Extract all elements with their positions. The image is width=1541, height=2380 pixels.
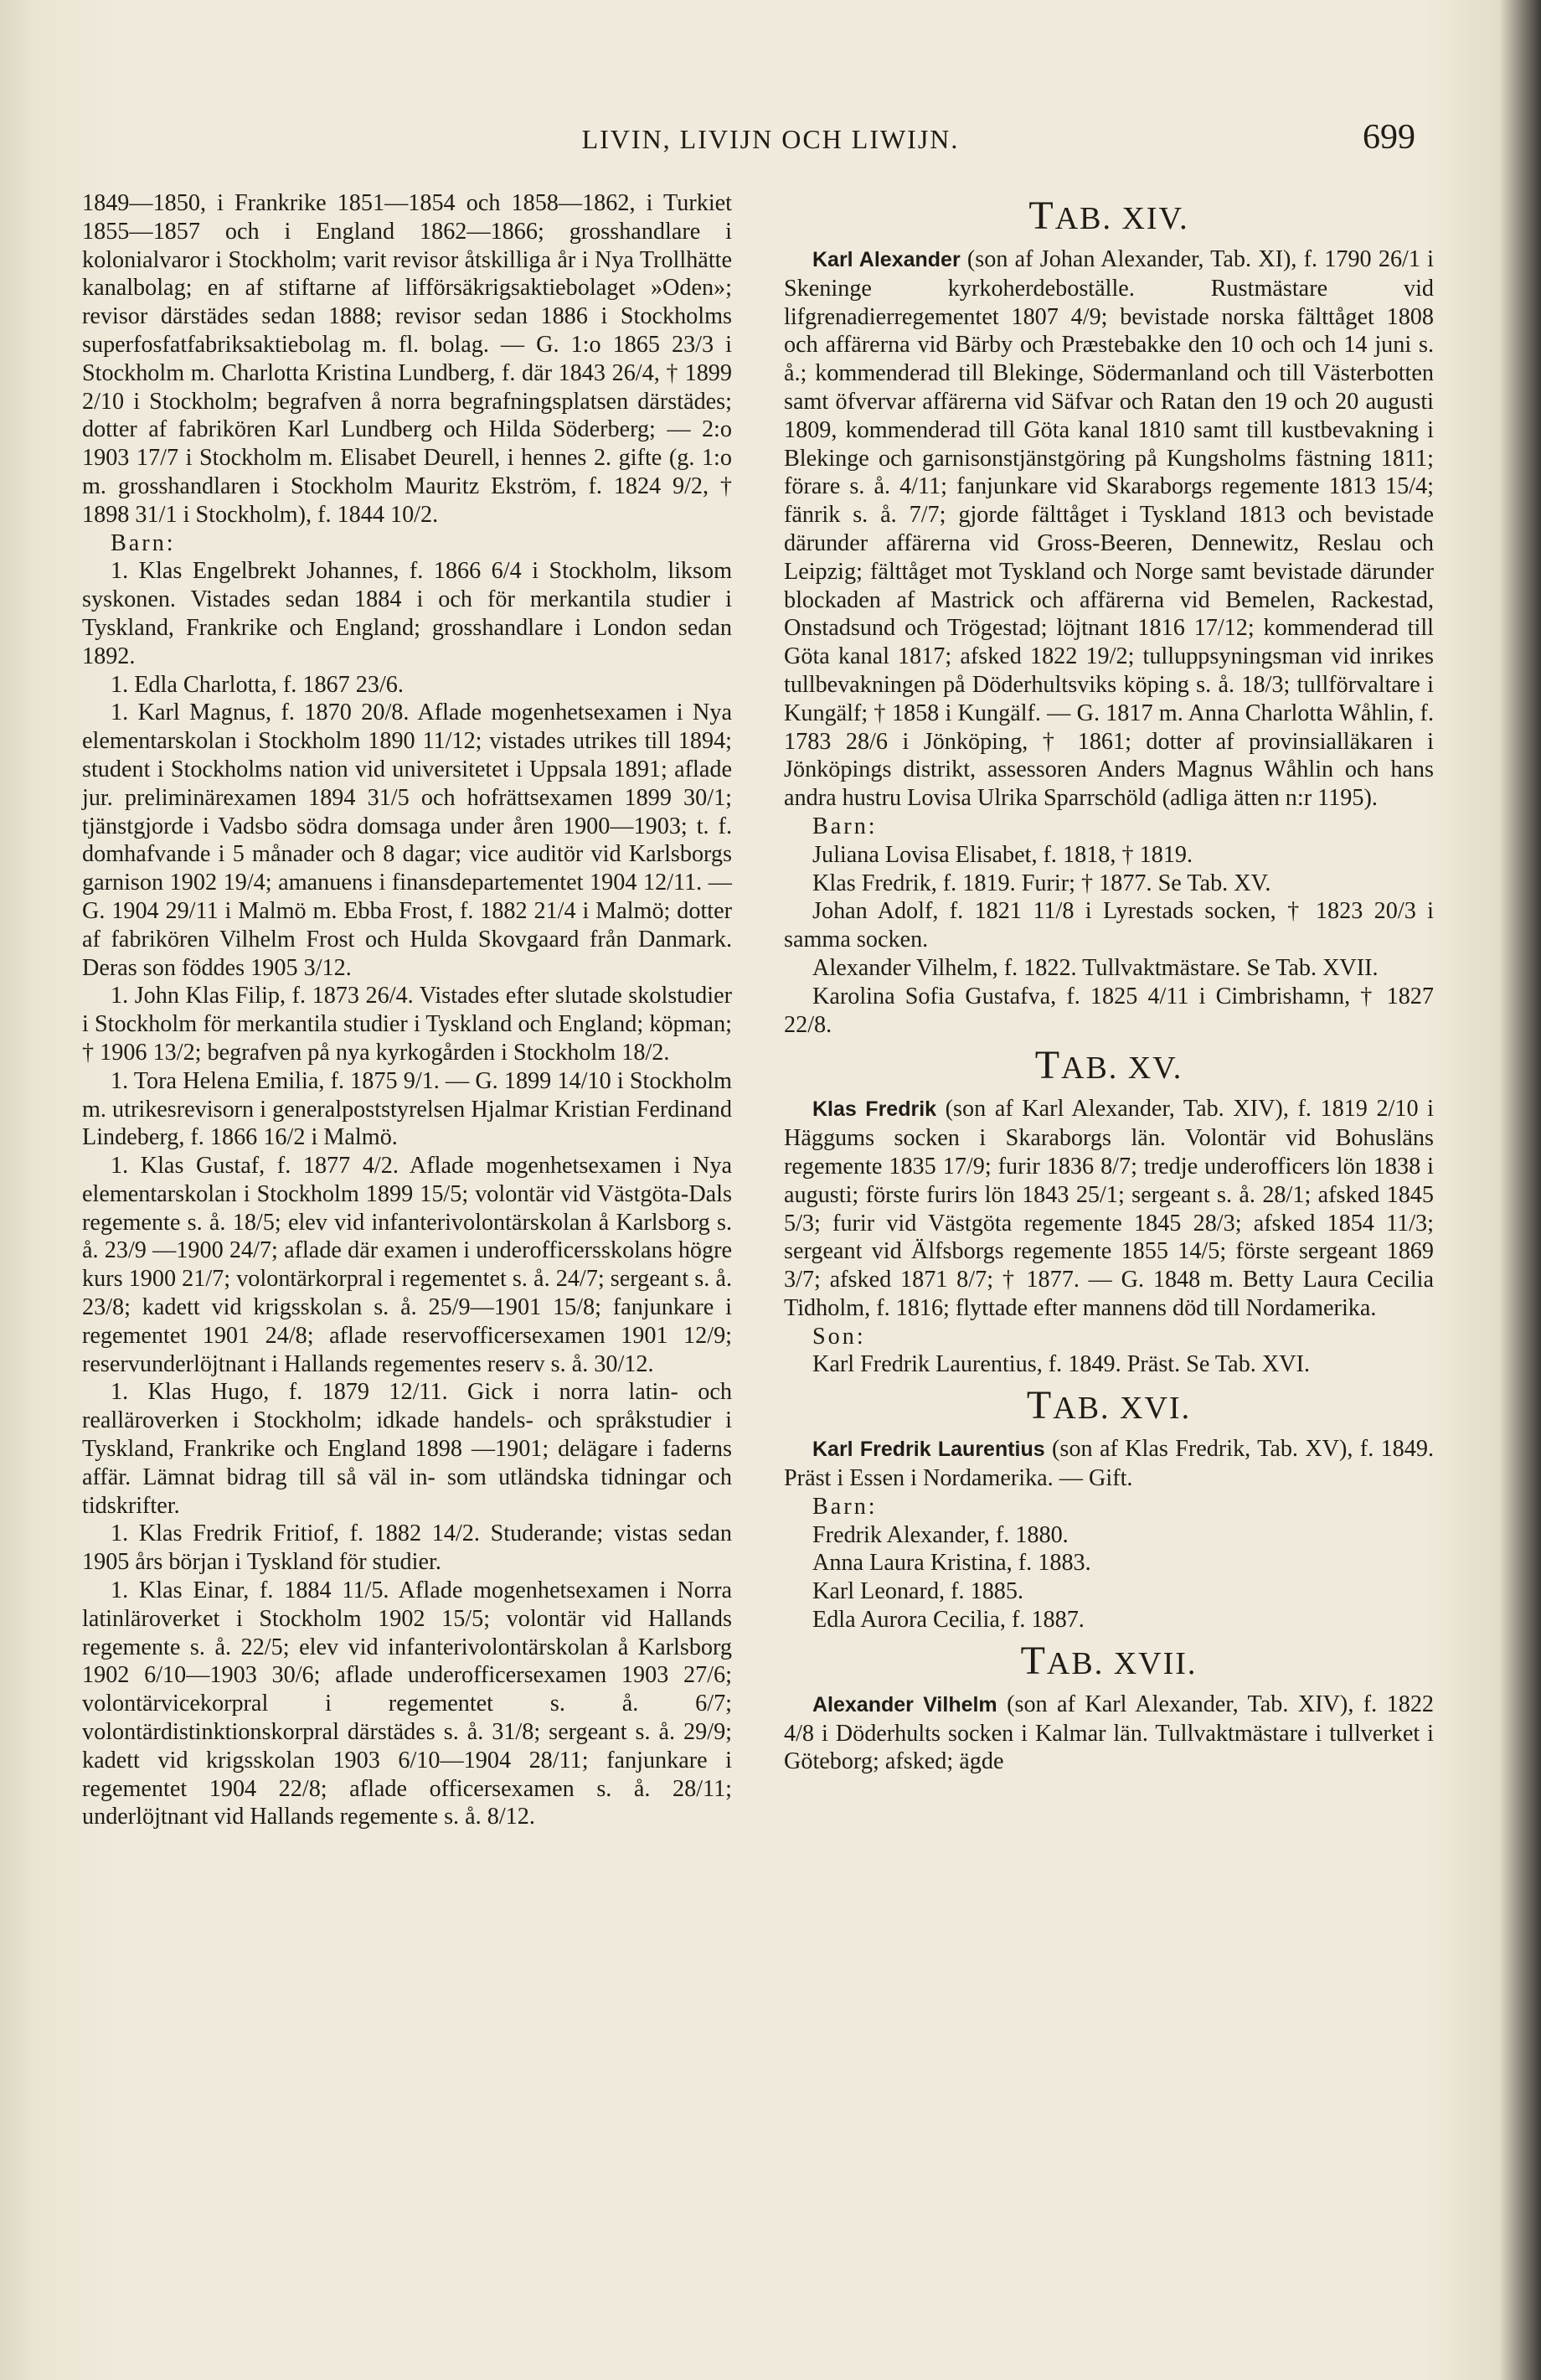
child-entry: Karl Leonard, f. 1885. (812, 1578, 1024, 1605)
child-entry: 1. Tora Helena Emilia, f. 1875 9/1. — G. 1899 14/10 i Stockholm m. utrikesrevisorn i generalpoststyrelsen Hjalmar Kristian Ferdinand Lindeberg, f. 1866 16/2 i Malmö. (82, 1067, 732, 1151)
tab-heading: TAB. XVI. (1026, 1383, 1192, 1428)
intro-paragraph: 1849—1850, i Frankrike 1851—1854 och 1858—1862, i Turkiet 1855—1857 och i England 1862—1866; grosshandlare i kolonialvaror i Stockholm; varit revisor åtskilliga år i Nya Trollhätte kanalbolag; en af stiftarne af lifförsäkrigsaktiebolaget »Oden»; revisor därstädes sedan 1888; revisor sedan 1886 i Stockholms superfosfatfabriksaktiebolag m. fl. bolag. — G. 1:o 1865 23/3 i Stockholm m. Charlotta Kristina Lundberg, f. där 1843 26/4, † 1899 2/10 i Stockholm; begrafven å norra begrafningsplatsen därstädes; dotter af fabrikören Karl Lundberg och Hilda Söderberg; — 2:o 1903 17/7 i Stockholm m. Elisabet Deurell, i hennes 2. gifte (g. 1:o m. grosshandlaren i Stockholm Mauritz Ekström, f. 1824 9/2, † 1898 31/1 i Stockholm), f. 1844 10/2. (82, 190, 732, 528)
tab-heading: TAB. XIV. (1028, 194, 1189, 238)
child-entry: Fredrik Alexander, f. 1880. (812, 1521, 1069, 1548)
child-entry: Klas Fredrik, f. 1819. Furir; † 1877. Se Tab. XV. (812, 870, 1271, 896)
child-entry: Anna Laura Kristina, f. 1883. (812, 1550, 1091, 1577)
child-entry: 1. Karl Magnus, f. 1870 20/8. Aflade mogenhetsexamen i Nya elementarskolan i Stockholm 1890 11/12; vistades utrikes till 1894; student i Stockholms nation vid universitetet i Uppsala 1891; aflade jur. preliminärexamen 1894 31/5 och hofrättsexamen 1899 30/1; tjänstgjorde i Vadsbo södra domsaga under åren 1900—1903; t. f. domhafvande i 5 månader och 8 dagar; vice auditör vid Karlsborgs garnison 1902 19/4; amanuens i finansdepartementet 1904 12/11. — G. 1904 29/11 i Malmö m. Ebba Frost, f. 1882 21/4 i Malmö; dotter af fabrikören Vilhelm Frost och Hulda Skovgaard från Danmark. Deras son föddes 1905 3/12. (82, 700, 732, 981)
child-entry: 1. Klas Gustaf, f. 1877 4/2. Aflade mogenhetsexamen i Nya elementarskolan i Stockholm 1899 15/5; volontär vid Västgöta-Dals regemente s. å. 18/5; elev vid infanterivolontärskolan å Karlsborg s. å. 23/9 —1900 24/7; aflade där examen i underofficersskolans högre kurs 1900 21/7; volontärkorpral i regementet s. å. 24/7; sergeant s. å. 23/8; kadett vid krigsskolan s. å. 25/9—1901 15/8; fanjunkare i regementet 1901 24/8; aflade reservofficersexamen 1901 12/9; reservunderlöjtnant i Hallands regementes reserv s. å. 30/12. (82, 1153, 732, 1377)
person-name: Alexander Vilhelm (812, 1692, 997, 1717)
child-entry: Juliana Lovisa Elisabet, f. 1818, † 1819. (812, 841, 1193, 868)
tab-heading: TAB. XV. (1034, 1043, 1183, 1088)
person-name: Karl Alexander (812, 248, 961, 271)
child-entry: Alexander Vilhelm, f. 1822. Tullvaktmästare. Se Tab. XVII. (812, 954, 1379, 981)
child-entry: 1. Klas Hugo, f. 1879 12/11. Gick i norra latin- och realläroverken i Stockholm; idkade handels- och språkstudier i Tyskland, Frankrike och England 1898 —1901; delägare i faderns affär. Lämnat bidrag till så väl in- som utländska tidningar och tidskrifter. (82, 1379, 732, 1519)
right-column (784, 189, 1434, 1776)
child-entry: Johan Adolf, f. 1821 11/8 i Lyrestads socken, † 1823 20/3 i samma socken. (784, 898, 1434, 953)
child-entry: 1. Klas Einar, f. 1884 11/5. Aflade mogenhetsexamen i Norra latinläroverket i Stockholm 1902 15/5; volontär vid Hallands regemente s. å. 22/5; elev vid infanterivolontärskolan å Karlsborg 1902 6/10—1903 30/6; aflade underofficersexamen 1903 27/6; volontärvicekorpral i regementet s. å. 6/7; volontärdistinktionskorpral därstädes s. å. 31/8; sergeant s. å. 29/9; kadett vid krigsskolan 1903 6/10—1904 28/11; fanjunkare i regementet 1904 22/8; aflade officersexamen s. å. 28/11; underlöjtnant vid Hallands regemente s. å. 8/12. (82, 1577, 732, 1830)
child-entry: Edla Aurora Cecilia, f. 1887. (812, 1607, 1085, 1634)
child-entry: 1. Klas Engelbrekt Johannes, f. 1866 6/4 i Stockholm, liksom syskonen. Vistades sedan 1884 i och för merkantila studier i Tyskland, Frankrike och England; grosshandlare i London sedan 1892. (82, 558, 732, 669)
child-entry: Karl Fredrik Laurentius, f. 1849. Präst. Se Tab. XVI. (812, 1351, 1311, 1378)
child-entry: 1. John Klas Filip, f. 1873 26/4. Vistades efter slutade skolstudier i Stockholm för merkantila studier i Tyskland och England; köpman; † 1906 13/2; begrafven på nya kyrkogården i Stockholm 18/2. (82, 983, 732, 1066)
person-bio: (son af Johan Alexander, Tab. XI), f. 1790 26/1 i Skeninge kyrkoherdeboställe. Rustmästare vid lifgrenadierregementet 1807 4/9; bevistade norska fälttåget 1808 och affärerna vid Bärby och Præstebakke den 10 och och 14 juni s. å.; kommenderad till Blekinge, Södermanland och till Västerbotten samt öfvervar affärerna vid Säfvar och Ratan den 19 och 20 augusti 1809, kommenderad till Göta kanal 1810 samt till kustbevakning i Blekinge och garnisonstjänstgöring på Kungsholms fästning 1811; förare s. å. 4/11; fanjunkare vid Skaraborgs regemente 1813 15/4; fänrik s. å. 7/7; gjorde fälttåget i Tyskland 1813 och bevistade därunder affärerna vid Gross-Beeren, Dennewitz, Reslau och Leipzig; fälttåget mot Tyskland och Norge samt bevistade därunder blockaden af Mastrick och affärerna vid Bemelen, Rackestad, Onstadsund och Trögestad; löjtnant 1816 17/12; kommenderad till Göta kanal 1817; afsked 1822 19/2; tulluppsyningsman vid inrikes tullbevakningen på Döderhultsviks köping s. å. 18/3; tullförvaltare i Kungälf; † 1858 i Kungälf. — G. 1817 m. Anna Charlotta Wåhlin, f. 1783 28/6 i Jönköping, † 1861; dotter af provinsialläkaren i Jönköpings distrikt, assessoren Anders Magnus Wåhlin och hans andra hustru Lovisa Ulrika Sparrschöld (adliga ätten n:r 1195). (784, 246, 1434, 812)
person-name: Karl Fredrik Laurentius (812, 1438, 1045, 1462)
child-entry: Karolina Sofia Gustafva, f. 1825 4/11 i Cimbrishamn, † 1827 22/8. (784, 983, 1434, 1038)
person-bio: (son af Karl Alexander, Tab. XIV), f. 1822 4/8 i Döderhults socken i Kalmar län. Tullvaktmästare i tullverket i Göteborg; afsked; ägde (784, 1691, 1435, 1775)
child-entry: 1. Klas Fredrik Fritiof, f. 1882 14/2. Studerande; vistas sedan 1905 års början i Tyskland för studier. (82, 1520, 732, 1576)
barn-label: Barn: (111, 529, 176, 556)
person-name: Klas Fredrik (812, 1097, 937, 1122)
child-entry: 1. Edla Charlotta, f. 1867 23/6. (111, 671, 404, 698)
left-column (82, 189, 732, 1831)
person-bio: (son af Karl Alexander, Tab. XIV), f. 1819 2/10 i Häggums socken i Skaraborgs län. Volontär vid Bohusläns regemente 1835 17/9; furir 1836 8/7; tredje underofficers lön 1838 i augusti; förste furirs lön 1843 25/1; sergeant s. å. 28/1; afsked 1845 5/3; furir vid Västgöta regemente 1845 28/3; afsked 1854 11/3; sergeant vid Älfsborgs regemente 1855 14/5; förste sergeant 1869 3/7; afsked 1871 8/7; † 1877. — G. 1848 m. Betty Laura Cecilia Tidholm, f. 1816; flyttade efter mannens död till Nordamerika. (784, 1096, 1435, 1321)
page-number: 699 (1363, 118, 1415, 157)
person-bio: (son af Klas Fredrik, Tab. XV), f. 1849. Präst i Essen i Nordamerika. — Gift. (784, 1436, 1435, 1492)
barn-label: Barn: (812, 1493, 878, 1520)
tab-heading: TAB. XVII. (1020, 1638, 1198, 1683)
son-label: Son: (812, 1323, 866, 1350)
barn-label: Barn: (812, 813, 878, 839)
running-title: LIVIN, LIVIJN OCH LIWIJN. (581, 124, 960, 154)
